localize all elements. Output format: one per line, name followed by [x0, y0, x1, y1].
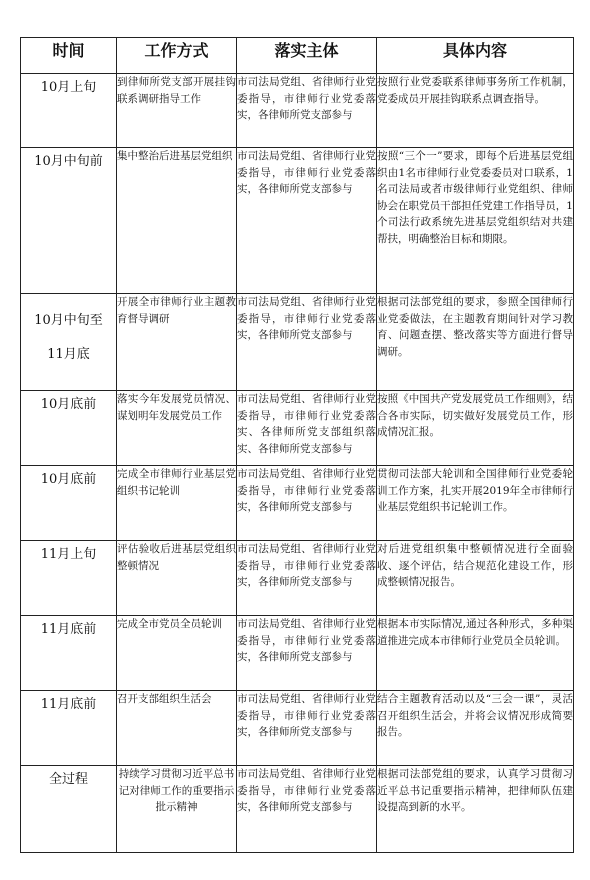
- row-method: 召开支部组织生活会: [117, 691, 237, 766]
- table-row: [21, 766, 574, 853]
- row-subject: 市司法局党组、省律师行业党委指导，市律师行业党委落实、各律师所党支部组织落实、各律师所党支部参与: [237, 391, 377, 466]
- table-row: [21, 391, 574, 466]
- row-time: 10月上旬: [21, 74, 117, 148]
- header-row: [21, 38, 574, 74]
- row-time: [21, 294, 117, 391]
- row-content: 根据司法部党组的要求，参照全国律师行业党委做法，在主题教育期间针对学习教育、问题查摆、整改落实等方面进行督导调研。: [377, 294, 574, 391]
- table-row: [21, 691, 574, 766]
- row-content: 根据司法部党组的要求，认真学习贯彻习近平总书记重要指示精神，把律师队伍建设提高到新的水平。: [377, 766, 574, 853]
- row-content: 按照《中国共产党发展党员工作细则》，结合各市实际，切实做好发展党员工作，形成情况汇报。: [377, 391, 574, 466]
- row-content: 贯彻司法部大轮训和全国律师行业党委轮训工作方案，扎实开展2019年全市律师行业基层党组织书记轮训工作。: [377, 466, 574, 541]
- row-method: 评估验收后进基层党组织整顿情况: [117, 541, 237, 616]
- header-subject: 落实主体: [237, 38, 377, 74]
- header-method: 工作方式: [117, 38, 237, 74]
- work-schedule-table: [20, 37, 574, 853]
- row-time: 10月底前: [21, 391, 117, 466]
- row-method: 落实今年发展党员情况、谋划明年发展党员工作: [117, 391, 237, 466]
- row-time: 11月底前: [21, 691, 117, 766]
- row-subject: 市司法局党组、省律师行业党委指导，市律师行业党委落实，各律师所党支部参与: [237, 74, 377, 148]
- row-time-text: 10月中旬至 11月底: [34, 313, 103, 362]
- row-time: 10月底前: [21, 466, 117, 541]
- row-content: 对后进党组织集中整顿情况进行全面验收、逐个评估，结合规范化建设工作，形成整顿情况报告。: [377, 541, 574, 616]
- row-content: 根据本市实际情况,通过各种形式，多种渠道推进完成本市律师行业党员全员轮训。: [377, 616, 574, 691]
- row-time: 全过程: [21, 766, 117, 853]
- header-content: 具体内容: [377, 38, 574, 74]
- row-subject: 市司法局党组、省律师行业党委指导，市律师行业党委落实，各律师所党支部参与: [237, 766, 377, 853]
- table-row: [21, 294, 574, 391]
- table-row: [21, 74, 574, 148]
- table-row: [21, 616, 574, 691]
- row-method: 集中整治后进基层党组织: [117, 148, 237, 294]
- row-subject: 市司法局党组、省律师行业党委指导，市律师行业党委落实，各律师所党支部参与: [237, 616, 377, 691]
- row-content: 按照“三个一”要求，即每个后进基层党组织由1名市律师行业党委委员对口联系，1名司法局或者市级律师行业党组织、律师协会在职党员干部担任党建工作指导员，1个司法行政系统先进基层党组织结对共建帮扶，明确整治目标和期限。: [377, 148, 574, 294]
- row-subject: 市司法局党组、省律师行业党委指导，市律师行业党委落实，各律师所党支部参与: [237, 541, 377, 616]
- table-row: [21, 541, 574, 616]
- row-subject: 市司法局党组、省律师行业党委指导，市律师行业党委落实，各律师所党支部参与: [237, 148, 377, 294]
- row-time: 11月上旬: [21, 541, 117, 616]
- row-method: 完成全市党员全员轮训: [117, 616, 237, 691]
- header-time: 时间: [21, 38, 117, 74]
- table-header: [21, 38, 574, 74]
- table-row: [21, 466, 574, 541]
- row-method: 开展全市律师行业主题教育督导调研: [117, 294, 237, 391]
- row-method: 到律师所党支部开展挂钩联系调研指导工作: [117, 74, 237, 148]
- row-time: 10月中旬前: [21, 148, 117, 294]
- row-subject: 市司法局党组、省律师行业党委指导，市律师行业党委落实，各律师所党支部参与: [237, 466, 377, 541]
- row-method: 持续学习贯彻习近平总书记对律师工作的重要指示批示精神: [117, 766, 237, 853]
- table-body: [21, 74, 574, 853]
- row-subject: 市司法局党组、省律师行业党委指导，市律师行业党委落实，各律师所党支部参与: [237, 294, 377, 391]
- table-row: [21, 148, 574, 294]
- row-subject: 市司法局党组、省律师行业党委指导，市律师行业党委落实，各律师所党支部参与: [237, 691, 377, 766]
- row-time: 11月底前: [21, 616, 117, 691]
- row-content: 结合主题教育活动以及“三会一课”，灵活召开组织生活会，并将会议情况形成简要报告。: [377, 691, 574, 766]
- row-content: 按照行业党委联系律师事务所工作机制，党委成员开展挂钩联系点调查指导。: [377, 74, 574, 148]
- row-method: 完成全市律师行业基层党组织书记轮训: [117, 466, 237, 541]
